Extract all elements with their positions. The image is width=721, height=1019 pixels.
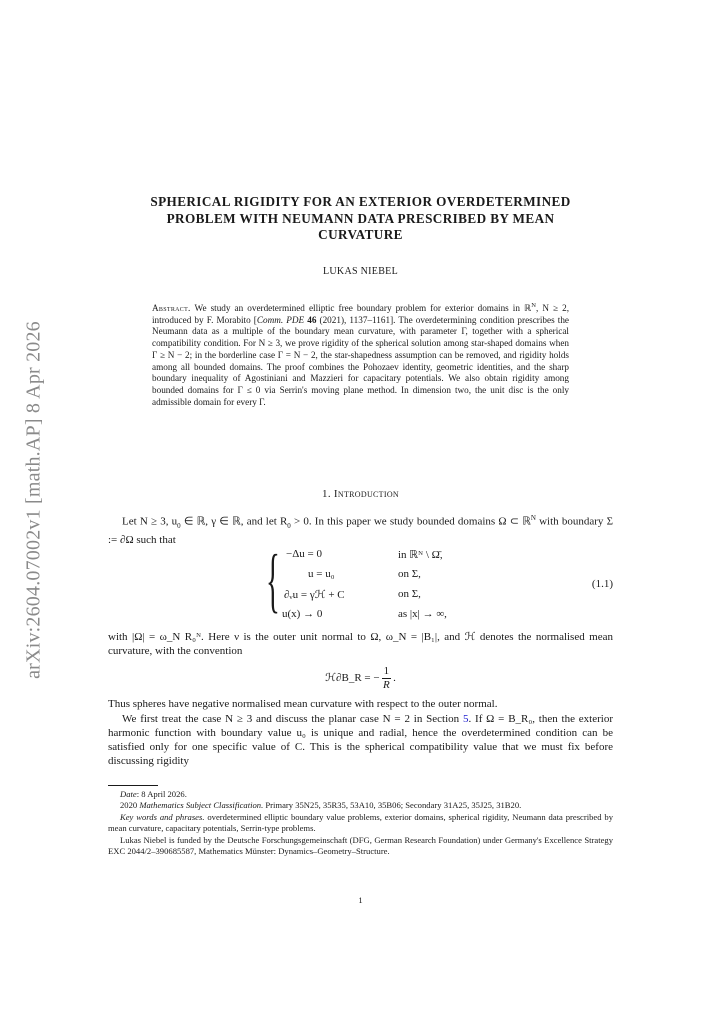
footnote-funding: Lukas Niebel is funded by the Deutsche Forschungsgemeinschaft (DFG, German Research Foundation) under Germany's Excellence Strategy EXC 2044/2–390685587, Mathematics Münster: Dynamics–Geometry–Structure.: [108, 834, 613, 857]
intro-sub-0a: 0: [177, 521, 181, 530]
msc-prefix: 2020: [120, 800, 140, 811]
abstract: [152, 300, 569, 408]
msc-label: Mathematics Subject Classification.: [139, 800, 264, 811]
page-number: 1: [358, 895, 363, 905]
intro-paragraph-2: [108, 712, 613, 768]
equation-number: (1.1): [591, 578, 613, 590]
abstract-journal: Comm. PDE: [256, 314, 305, 325]
display-equation: [108, 665, 613, 692]
footnote-msc: [108, 800, 613, 811]
intro-sub-0b: 0: [287, 521, 291, 530]
section-5-link[interactable]: 5: [462, 713, 469, 725]
footnote-date: [108, 789, 613, 800]
abstract-volume: 46: [307, 314, 317, 325]
system-row-3-rhs: on Σ,: [398, 588, 421, 600]
msc-value: Primary 35N25, 35R35, 53A10, 35B06; Secondary 31A25, 35J25, 31B20.: [263, 800, 522, 811]
system-row-1-lhs: −Δu = 0: [286, 548, 322, 560]
title-line-3: CURVATURE: [318, 227, 403, 242]
system-row-1-rhs: in ℝᴺ \ Ω̄,: [398, 549, 443, 561]
abstract-label: Abstract.: [152, 303, 191, 314]
footnotes: [108, 789, 613, 857]
p2-text-b: . If Ω = B_R₀, then the exterior harmonic function with boundary value u₀ is unique and radial, hence the overdetermined condition can be satisfied only for one specific value of C. This is the spherical compatibility value that we must fix before discussing rigidity: [108, 713, 614, 767]
author-name: LUKAS NIEBEL: [323, 266, 398, 277]
display-lhs: ℋ∂B_R = −: [325, 672, 380, 685]
intro-text-c: > 0. In this paper we study bounded domains Ω ⊂ ℝ: [290, 515, 531, 528]
system-brace: {: [266, 540, 280, 620]
section-heading: 1. Introduction: [322, 488, 399, 500]
abstract-text-1: We study an overdetermined elliptic free boundary problem for exterior domains in ℝ: [190, 303, 532, 314]
system-row-4-lhs: u(x) → 0: [282, 608, 323, 620]
display-end: .: [393, 672, 396, 685]
display-denominator: R: [382, 679, 390, 691]
display-numerator: 1: [383, 665, 390, 677]
equation-system: [266, 540, 506, 624]
system-row-4: [280, 608, 510, 623]
abstract-text-3: (2021), 1137–1161]. The overdetermining condition prescribes the Neumann data as a multiple of the boundary mean curvature, with parameter Γ, together with a spherical compatibility condition. For N ≥ 3, we prove rigidity of the spherical solution among star-shaped domains when Γ ≥ N − 2; in the borderline case Γ = N − 2, the star-shapedness assumption can be removed, and rigidity holds among all bounded domains. The proof combines the Pohozaev identity, geometric identities, and the sharp boundary inequality of Agostiniani and Mazzieri for capacitary potentials. We also obtain rigidity among bounded domains for Γ ≤ 0 via Serrin's moving plane method. In dimension two, the unit disc is the only admissible domain for every Γ.: [152, 314, 569, 407]
intro-text-a: Let N ≥ 3, u: [122, 515, 178, 528]
after-system-paragraph: with |Ω| = ω_N R₀ᴺ. Here ν is the outer unit normal to Ω, ω_N = |B₁|, and ℋ denotes the normalised mean curvature, with the convention: [108, 631, 613, 657]
footnote-rule: [108, 785, 158, 786]
abstract-sup-n: N: [531, 302, 536, 309]
title-line-1: SPHERICAL RIGIDITY FOR AN EXTERIOR OVERDETERMINED: [150, 194, 571, 209]
abstract-text-2: , N ≥ 2, introduced by F. Morabito [: [152, 303, 569, 325]
system-row-2: [280, 568, 510, 583]
arxiv-identifier: arXiv:2604.07002v1 [math.AP] 8 Apr 2026: [22, 321, 45, 679]
intro-sup-n: N: [530, 514, 536, 522]
intro-text-b: ∈ ℝ, γ ∈ ℝ, and let R: [180, 515, 288, 528]
date-label: Date: [120, 789, 137, 799]
system-row-1: [280, 548, 510, 563]
intro-paragraph-1: [108, 511, 613, 547]
system-row-2-rhs: on Σ,: [398, 568, 421, 580]
date-value: : 8 April 2026.: [136, 789, 187, 799]
spheres-sentence: Thus spheres have negative normalised mean curvature with respect to the outer normal.: [108, 698, 498, 710]
keywords-label: Key words and phrases.: [120, 811, 205, 822]
system-row-3: [280, 588, 510, 603]
system-row-3-lhs: ∂ᵥu = γℋ + C: [284, 589, 345, 601]
display-fraction: [382, 665, 392, 692]
p2-text-a: We first treat the case N ≥ 3 and discuss the planar case N = 2 in Section: [122, 713, 463, 725]
footnote-keywords: [108, 812, 613, 835]
paper-title: [108, 194, 613, 244]
system-row-4-rhs: as |x| → ∞,: [398, 608, 447, 620]
intro-text-d: with boundary Σ := ∂Ω such that: [108, 515, 613, 546]
system-row-2-lhs: u = u₀: [308, 568, 335, 580]
arxiv-sidebar-stamp: [14, 290, 54, 710]
keywords-value: overdetermined elliptic boundary value problems, exterior domains, spherical rigidity, Neumann data prescribed by mean curvature, capacitary potentials, Serrin-type problems.: [108, 811, 613, 834]
title-line-2: PROBLEM WITH NEUMANN DATA PRESCRIBED BY MEAN: [166, 210, 555, 226]
